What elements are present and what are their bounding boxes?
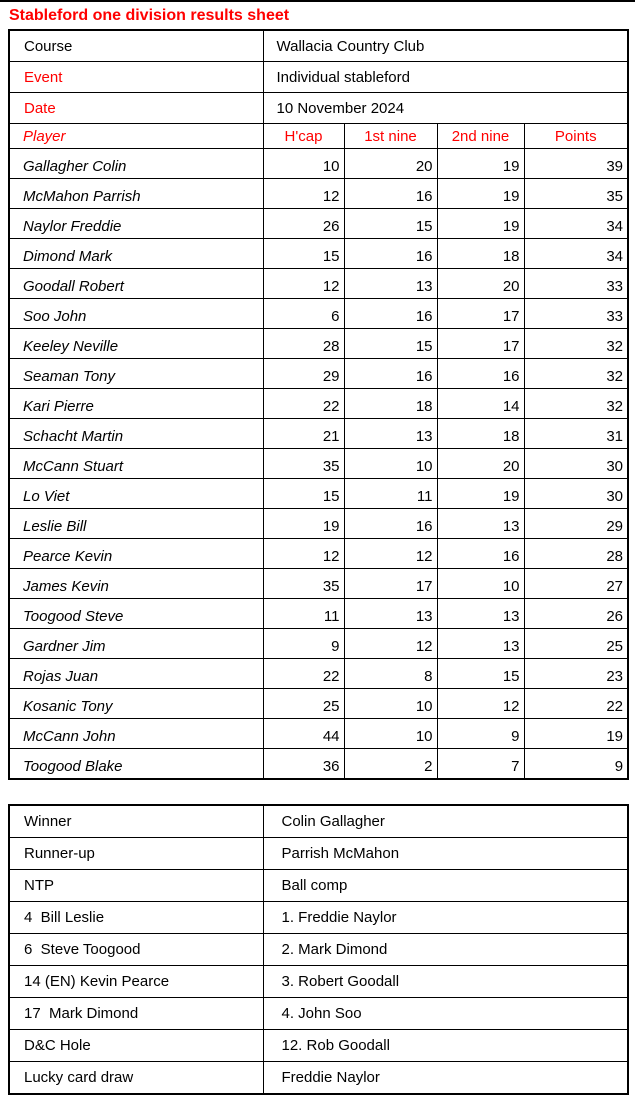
hcap-cell: 15	[263, 239, 344, 269]
points-cell: 32	[524, 329, 628, 359]
table-row	[9, 479, 628, 509]
player-name: Leslie Bill	[9, 509, 263, 539]
points-cell: 35	[524, 179, 628, 209]
prize-label: 14 (EN) Kevin Pearce	[9, 966, 263, 998]
player-name: McMahon Parrish	[9, 179, 263, 209]
second-nine-cell: 18	[437, 239, 524, 269]
points-cell: 34	[524, 209, 628, 239]
second-nine-cell: 13	[437, 509, 524, 539]
header-2nd-nine: 2nd nine	[437, 124, 524, 149]
header-player: Player	[9, 124, 263, 149]
first-nine-cell: 10	[344, 719, 437, 749]
prize-value: Parrish McMahon	[263, 838, 628, 870]
points-cell: 34	[524, 239, 628, 269]
prize-value: Colin Gallagher	[263, 805, 628, 838]
event-value: Individual stableford	[263, 62, 628, 93]
hcap-cell: 11	[263, 599, 344, 629]
second-nine-cell: 17	[437, 329, 524, 359]
player-name: Goodall Robert	[9, 269, 263, 299]
points-cell: 33	[524, 299, 628, 329]
player-name: Seaman Tony	[9, 359, 263, 389]
first-nine-cell: 12	[344, 629, 437, 659]
hcap-cell: 26	[263, 209, 344, 239]
first-nine-cell: 15	[344, 329, 437, 359]
course-label: Course	[9, 30, 263, 62]
player-name: Kari Pierre	[9, 389, 263, 419]
hcap-cell: 36	[263, 749, 344, 780]
table-row	[9, 149, 628, 179]
first-nine-cell: 2	[344, 749, 437, 780]
hcap-cell: 28	[263, 329, 344, 359]
table-row	[9, 269, 628, 299]
info-row-event	[9, 62, 628, 93]
prizes-table	[8, 804, 629, 1095]
second-nine-cell: 16	[437, 539, 524, 569]
table-row	[9, 299, 628, 329]
prize-label: NTP	[9, 870, 263, 902]
first-nine-cell: 10	[344, 449, 437, 479]
second-nine-cell: 7	[437, 749, 524, 780]
second-nine-cell: 16	[437, 359, 524, 389]
table-row	[9, 629, 628, 659]
first-nine-cell: 10	[344, 689, 437, 719]
second-nine-cell: 14	[437, 389, 524, 419]
hcap-cell: 9	[263, 629, 344, 659]
hcap-cell: 12	[263, 539, 344, 569]
second-nine-cell: 19	[437, 179, 524, 209]
first-nine-cell: 13	[344, 269, 437, 299]
header-hcap: H'cap	[263, 124, 344, 149]
points-cell: 9	[524, 749, 628, 780]
date-label: Date	[9, 93, 263, 124]
prize-row	[9, 838, 628, 870]
player-name: McCann John	[9, 719, 263, 749]
table-row	[9, 209, 628, 239]
prize-row	[9, 998, 628, 1030]
points-cell: 23	[524, 659, 628, 689]
hcap-cell: 15	[263, 479, 344, 509]
first-nine-cell: 16	[344, 299, 437, 329]
prize-row	[9, 902, 628, 934]
player-name: McCann Stuart	[9, 449, 263, 479]
first-nine-cell: 16	[344, 359, 437, 389]
table-row	[9, 239, 628, 269]
points-cell: 27	[524, 569, 628, 599]
second-nine-cell: 13	[437, 629, 524, 659]
player-name: Kosanic Tony	[9, 689, 263, 719]
table-row	[9, 659, 628, 689]
table-row	[9, 359, 628, 389]
second-nine-cell: 20	[437, 269, 524, 299]
hcap-cell: 35	[263, 569, 344, 599]
prize-value: 4. John Soo	[263, 998, 628, 1030]
first-nine-cell: 20	[344, 149, 437, 179]
player-name: James Kevin	[9, 569, 263, 599]
table-row	[9, 599, 628, 629]
second-nine-cell: 19	[437, 149, 524, 179]
player-name: Toogood Steve	[9, 599, 263, 629]
second-nine-cell: 10	[437, 569, 524, 599]
first-nine-cell: 16	[344, 179, 437, 209]
first-nine-cell: 13	[344, 419, 437, 449]
second-nine-cell: 12	[437, 689, 524, 719]
second-nine-cell: 13	[437, 599, 524, 629]
hcap-cell: 10	[263, 149, 344, 179]
prize-value: 3. Robert Goodall	[263, 966, 628, 998]
hcap-cell: 35	[263, 449, 344, 479]
second-nine-cell: 20	[437, 449, 524, 479]
hcap-cell: 25	[263, 689, 344, 719]
table-row	[9, 569, 628, 599]
prize-label: Lucky card draw	[9, 1062, 263, 1095]
prize-row	[9, 1062, 628, 1095]
points-cell: 19	[524, 719, 628, 749]
hcap-cell: 44	[263, 719, 344, 749]
hcap-cell: 12	[263, 179, 344, 209]
prize-label: 17 Mark Dimond	[9, 998, 263, 1030]
player-name: Soo John	[9, 299, 263, 329]
points-cell: 26	[524, 599, 628, 629]
prize-row	[9, 966, 628, 998]
prize-label: 6 Steve Toogood	[9, 934, 263, 966]
table-row	[9, 419, 628, 449]
points-cell: 33	[524, 269, 628, 299]
prize-row	[9, 805, 628, 838]
table-row	[9, 749, 628, 780]
prize-value: 12. Rob Goodall	[263, 1030, 628, 1062]
table-row	[9, 689, 628, 719]
results-header-row	[9, 124, 628, 149]
first-nine-cell: 18	[344, 389, 437, 419]
player-name: Gardner Jim	[9, 629, 263, 659]
prize-value: Freddie Naylor	[263, 1062, 628, 1095]
player-name: Gallagher Colin	[9, 149, 263, 179]
hcap-cell: 6	[263, 299, 344, 329]
info-row-date	[9, 93, 628, 124]
player-name: Lo Viet	[9, 479, 263, 509]
player-name: Keeley Neville	[9, 329, 263, 359]
points-cell: 28	[524, 539, 628, 569]
player-name: Toogood Blake	[9, 749, 263, 780]
first-nine-cell: 12	[344, 539, 437, 569]
hcap-cell: 21	[263, 419, 344, 449]
player-name: Pearce Kevin	[9, 539, 263, 569]
hcap-cell: 22	[263, 659, 344, 689]
points-cell: 22	[524, 689, 628, 719]
table-row	[9, 389, 628, 419]
second-nine-cell: 15	[437, 659, 524, 689]
first-nine-cell: 8	[344, 659, 437, 689]
prize-value: Ball comp	[263, 870, 628, 902]
points-cell: 31	[524, 419, 628, 449]
table-row	[9, 449, 628, 479]
second-nine-cell: 19	[437, 209, 524, 239]
page-title: Stableford one division results sheet	[9, 7, 290, 24]
points-cell: 29	[524, 509, 628, 539]
second-nine-cell: 17	[437, 299, 524, 329]
player-name: Dimond Mark	[9, 239, 263, 269]
player-name: Rojas Juan	[9, 659, 263, 689]
header-1st-nine: 1st nine	[344, 124, 437, 149]
points-cell: 32	[524, 389, 628, 419]
prize-value: 2. Mark Dimond	[263, 934, 628, 966]
hcap-cell: 19	[263, 509, 344, 539]
first-nine-cell: 11	[344, 479, 437, 509]
prize-value: 1. Freddie Naylor	[263, 902, 628, 934]
points-cell: 30	[524, 449, 628, 479]
info-row-course	[9, 30, 628, 62]
second-nine-cell: 19	[437, 479, 524, 509]
results-table	[8, 29, 629, 780]
first-nine-cell: 17	[344, 569, 437, 599]
hcap-cell: 22	[263, 389, 344, 419]
course-value: Wallacia Country Club	[263, 30, 628, 62]
prize-row	[9, 934, 628, 966]
hcap-cell: 29	[263, 359, 344, 389]
table-row	[9, 509, 628, 539]
table-row	[9, 329, 628, 359]
points-cell: 32	[524, 359, 628, 389]
second-nine-cell: 18	[437, 419, 524, 449]
prize-label: D&C Hole	[9, 1030, 263, 1062]
header-points: Points	[524, 124, 628, 149]
prize-label: 4 Bill Leslie	[9, 902, 263, 934]
first-nine-cell: 16	[344, 239, 437, 269]
points-cell: 30	[524, 479, 628, 509]
second-nine-cell: 9	[437, 719, 524, 749]
event-label: Event	[9, 62, 263, 93]
first-nine-cell: 13	[344, 599, 437, 629]
prize-label: Runner-up	[9, 838, 263, 870]
table-row	[9, 719, 628, 749]
first-nine-cell: 15	[344, 209, 437, 239]
points-cell: 25	[524, 629, 628, 659]
player-name: Schacht Martin	[9, 419, 263, 449]
prize-row	[9, 1030, 628, 1062]
first-nine-cell: 16	[344, 509, 437, 539]
hcap-cell: 12	[263, 269, 344, 299]
points-cell: 39	[524, 149, 628, 179]
date-value: 10 November 2024	[263, 93, 628, 124]
prize-row	[9, 870, 628, 902]
table-row	[9, 539, 628, 569]
table-row	[9, 179, 628, 209]
prize-label: Winner	[9, 805, 263, 838]
player-name: Naylor Freddie	[9, 209, 263, 239]
